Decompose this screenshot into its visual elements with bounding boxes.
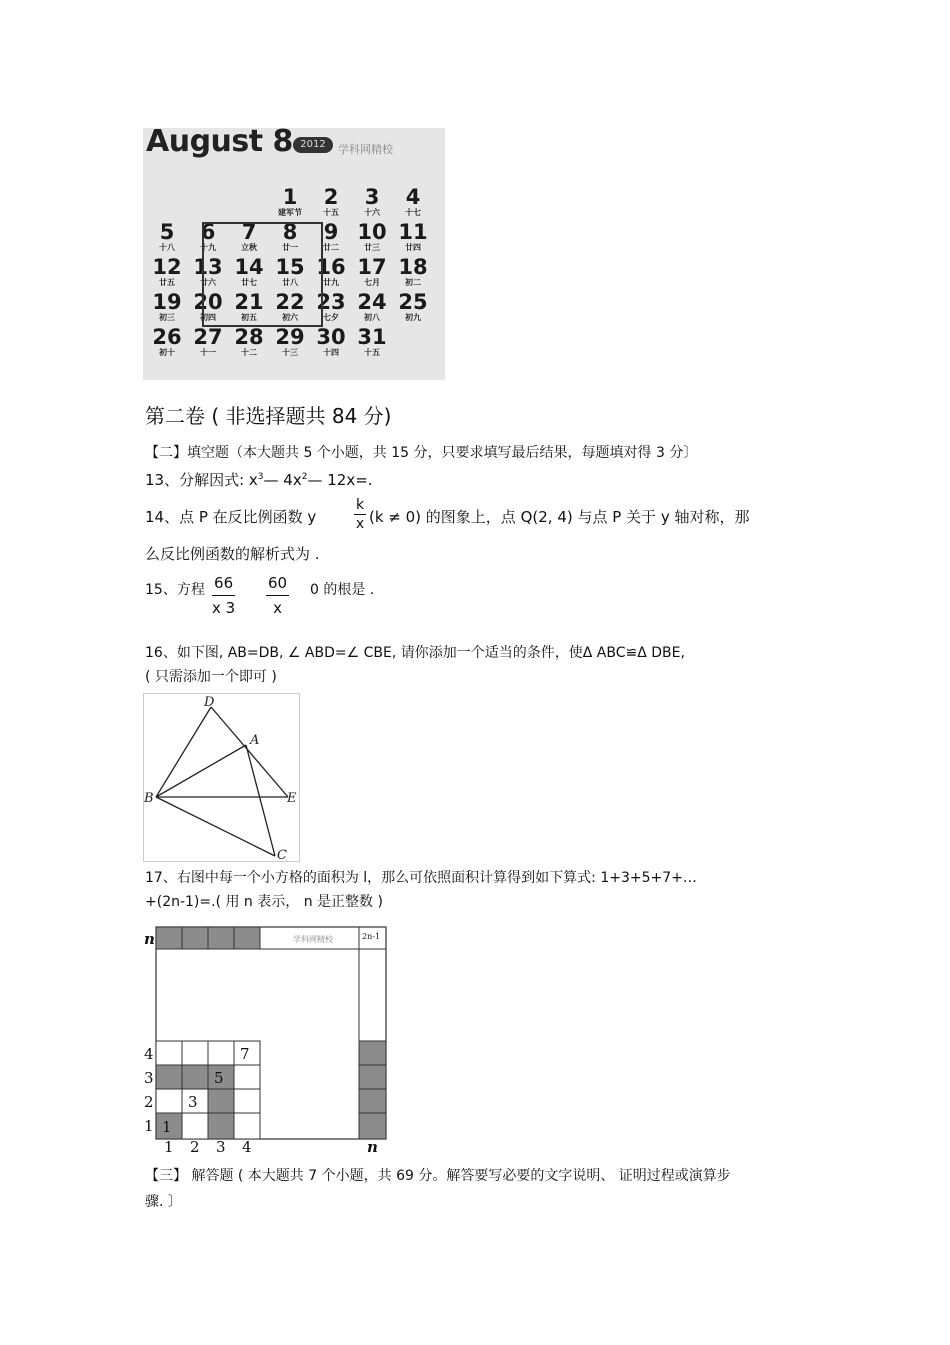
- calendar-day-lunar: 十四: [323, 348, 339, 357]
- q16-line1: 16、如下图, AB=DB, ∠ ABD=∠ CBE, 请你添加一个适当的条件，使Δ ABC≌Δ DBE,: [145, 645, 685, 661]
- calendar-day-number: 15: [275, 255, 305, 279]
- grid-cell: [208, 1089, 234, 1113]
- calendar-day-lunar: 十九: [200, 243, 216, 252]
- calendar-day-lunar: 初六: [282, 313, 298, 322]
- q15-frac2-num: 60: [266, 571, 289, 596]
- calendar-day-number: 29: [275, 325, 305, 349]
- calendar-day-number: 17: [357, 255, 387, 279]
- calendar-day: [147, 291, 187, 323]
- section-2-heading: 第二卷 ( 非选择题共 84 分): [145, 404, 392, 428]
- triangle-svg: [144, 694, 299, 861]
- calendar-day: [393, 291, 433, 323]
- calendar-day: [393, 256, 433, 288]
- top-cell: [156, 927, 182, 949]
- calendar-day: [188, 326, 228, 358]
- calendar-day-lunar: 廿八: [282, 278, 298, 287]
- calendar-day-lunar: 初九: [405, 313, 421, 322]
- q14-line1-b: (k ≠ 0) 的图象上，点 Q(2, 4) 与点 P 关于 y 轴对称，那: [369, 508, 750, 526]
- grid-corner-label: 2n-1: [362, 932, 381, 941]
- calendar-day-lunar: 七月: [364, 278, 380, 287]
- calendar-day-lunar: 廿三: [364, 243, 380, 252]
- q17-line2: +(2n-1)=.( 用 n 表示， n 是正整数 ): [145, 894, 383, 910]
- row-label-3: 3: [144, 1069, 154, 1087]
- label-D: D: [204, 695, 215, 710]
- label-A: A: [250, 733, 260, 748]
- calendar-day-lunar: 初五: [241, 313, 257, 322]
- calendar-day-lunar: 廿六: [200, 278, 216, 287]
- calendar-day-number: 10: [357, 220, 387, 244]
- grid-cell: [182, 1065, 208, 1089]
- top-cell: [182, 927, 208, 949]
- calendar-day: [147, 326, 187, 358]
- calendar-day-lunar: 廿一: [282, 243, 298, 252]
- grid-cell: [208, 1113, 234, 1139]
- q15-fraction-2: [266, 571, 289, 620]
- q14-line1-a: 14、点 P 在反比例函数 y: [145, 508, 317, 526]
- calendar-image: [143, 128, 445, 380]
- q15-frac1-num: 66: [212, 571, 235, 596]
- calendar-title: August 8: [146, 128, 293, 159]
- calendar-day: [311, 326, 351, 358]
- calendar-day: [270, 326, 310, 358]
- calendar-day-number: 23: [316, 290, 346, 314]
- grid-cell: [234, 1089, 260, 1113]
- calendar-day-lunar: 十八: [159, 243, 175, 252]
- calendar-day-lunar: 初二: [405, 278, 421, 287]
- q15-suffix: 0 的根是 .: [310, 582, 375, 598]
- calendar-day-lunar: 十五: [364, 348, 380, 357]
- q15-frac2-den: x: [273, 599, 282, 617]
- cell-number-7: 7: [240, 1045, 250, 1063]
- segment-BA: [156, 745, 246, 797]
- calendar-day-number: 21: [234, 290, 264, 314]
- calendar-day: [147, 256, 187, 288]
- calendar-day-lunar: 廿二: [323, 243, 339, 252]
- calendar-day-number: 1: [282, 185, 298, 209]
- calendar-day-lunar: 廿九: [323, 278, 339, 287]
- calendar-day-lunar: 廿四: [405, 243, 421, 252]
- calendar-day-lunar: 廿五: [159, 278, 175, 287]
- q13-suffix: — 12x=.: [307, 471, 373, 489]
- calendar-day-number: 27: [193, 325, 223, 349]
- calendar-day: [270, 186, 310, 218]
- calendar-day-number: 22: [275, 290, 305, 314]
- calendar-day-lunar: 七夕: [323, 313, 339, 322]
- right-cell: [359, 1065, 386, 1089]
- grid-cell: [234, 1065, 260, 1089]
- calendar-day-number: 14: [234, 255, 264, 279]
- calendar-day-number: 28: [234, 325, 264, 349]
- calendar-day-number: 18: [398, 255, 428, 279]
- right-cell: [359, 1089, 386, 1113]
- calendar-day-lunar: 十五: [323, 208, 339, 217]
- calendar-day-lunar: 初十: [159, 348, 175, 357]
- q15-frac1-den: x 3: [212, 599, 236, 617]
- calendar-day-lunar: 十七: [405, 208, 421, 217]
- cell-number-1: 1: [162, 1118, 172, 1136]
- section-3-line1: 【三】 解答题 ( 本大题共 7 个小题，共 69 分。解答要写必要的文字说明、 证明过程或演算步: [145, 1168, 731, 1184]
- calendar-day-number: 5: [159, 220, 175, 244]
- grid-cell: [156, 1065, 182, 1089]
- calendar-day-number: 3: [364, 185, 380, 209]
- calendar-day-number: 24: [357, 290, 387, 314]
- label-E: E: [287, 791, 297, 806]
- segment-AC: [246, 745, 275, 856]
- grid-cell: [208, 1041, 234, 1065]
- calendar-day: [147, 221, 187, 253]
- calendar-day-number: 9: [323, 220, 339, 244]
- q15-prefix: 15、方程: [145, 582, 205, 598]
- calendar-day-number: 30: [316, 325, 346, 349]
- calendar-day-number: 4: [405, 185, 421, 209]
- col-label-n: n: [367, 1138, 378, 1153]
- triangle-figure: [143, 693, 300, 862]
- calendar-day: [393, 186, 433, 218]
- calendar-day: [393, 221, 433, 253]
- calendar-day-lunar: 十三: [282, 348, 298, 357]
- calendar-day: [311, 186, 351, 218]
- grid-svg: [143, 925, 388, 1153]
- odd-sum-grid-figure: [143, 925, 388, 1153]
- col-label-3: 3: [216, 1138, 226, 1153]
- calendar-day-number: 19: [152, 290, 182, 314]
- question-13: [145, 467, 373, 490]
- q14-fraction: [354, 496, 366, 533]
- calendar-day-lunar: 初三: [159, 313, 175, 322]
- calendar-day-number: 7: [241, 220, 257, 244]
- calendar-day-number: 2: [323, 185, 339, 209]
- calendar-day-lunar: 十六: [364, 208, 380, 217]
- right-cell: [359, 1113, 386, 1139]
- q14-frac-den: x: [355, 516, 365, 532]
- label-C: C: [277, 848, 287, 861]
- section-2-intro: 【二】填空题（本大题共 5 个小题，共 15 分，只要求填写最后结果，每题填对得 3 分〕: [145, 445, 698, 461]
- section-3-line2: 骤. 〕: [145, 1194, 182, 1210]
- grid-cell: [234, 1113, 260, 1139]
- calendar-day: [352, 221, 392, 253]
- segment-DE: [211, 707, 288, 797]
- grid-watermark: 学科网精校: [293, 935, 333, 944]
- q14-line2: 么反比例函数的解析式为 .: [145, 545, 320, 563]
- cell-number-3: 3: [188, 1093, 198, 1111]
- calendar-day: [352, 291, 392, 323]
- row-label-4: 4: [144, 1045, 154, 1063]
- q14-frac-num: k: [356, 497, 365, 513]
- q13-exp-2: 2: [301, 472, 308, 482]
- segment-BC: [156, 797, 275, 856]
- top-cell: [234, 927, 260, 949]
- calendar-day-number: 20: [193, 290, 223, 314]
- col-label-1: 1: [164, 1138, 174, 1153]
- q15-fraction-1: [212, 571, 235, 620]
- col-label-2: 2: [190, 1138, 200, 1153]
- calendar-day-number: 25: [398, 290, 428, 314]
- calendar-day-number: 13: [193, 255, 223, 279]
- calendar-day-number: 12: [152, 255, 182, 279]
- calendar-selection-box: [202, 222, 323, 327]
- calendar-year-badge: 2012: [293, 137, 333, 153]
- calendar-day-number: 8: [282, 220, 298, 244]
- q16-line2: ( 只需添加一个即可 ): [145, 669, 277, 685]
- calendar-day: [229, 326, 269, 358]
- segment-DB: [156, 707, 211, 797]
- cell-number-5: 5: [214, 1069, 224, 1087]
- right-cell: [359, 1041, 386, 1065]
- calendar-day-number: 11: [398, 220, 428, 244]
- calendar-watermark: 学科网精校: [338, 143, 393, 156]
- calendar-day: [352, 326, 392, 358]
- calendar-day-lunar: 十二: [241, 348, 257, 357]
- grid-cell: [182, 1113, 208, 1139]
- calendar-day-number: 31: [357, 325, 387, 349]
- row-label-2: 2: [144, 1093, 154, 1111]
- label-B: B: [144, 791, 154, 806]
- grid-cell: [156, 1041, 182, 1065]
- q13-mid: — 4x: [263, 471, 302, 489]
- calendar-day: [352, 186, 392, 218]
- calendar-day-lunar: 初八: [364, 313, 380, 322]
- q13-prefix: 13、分解因式: x: [145, 471, 258, 489]
- q17-line1: 17、右图中每一个小方格的面积为 l，那么可依照面积计算得到如下算式: 1+3+5+7+…: [145, 870, 697, 886]
- calendar-day-lunar: 十一: [200, 348, 216, 357]
- calendar-day-lunar: 初四: [200, 313, 216, 322]
- grid-cell: [182, 1041, 208, 1065]
- calendar-day-number: 6: [200, 220, 216, 244]
- calendar-day-number: 26: [152, 325, 182, 349]
- q13-exp-1: 3: [257, 472, 264, 482]
- calendar-day-lunar: 建军节: [278, 208, 302, 217]
- row-label-n: n: [144, 930, 155, 948]
- calendar-day-lunar: 立秋: [241, 243, 257, 252]
- row-label-1: 1: [144, 1117, 154, 1135]
- calendar-day-number: 16: [316, 255, 346, 279]
- grid-cell: [156, 1089, 182, 1113]
- top-cell: [208, 927, 234, 949]
- calendar-day: [352, 256, 392, 288]
- col-label-4: 4: [242, 1138, 252, 1153]
- calendar-day-lunar: 廿七: [241, 278, 257, 287]
